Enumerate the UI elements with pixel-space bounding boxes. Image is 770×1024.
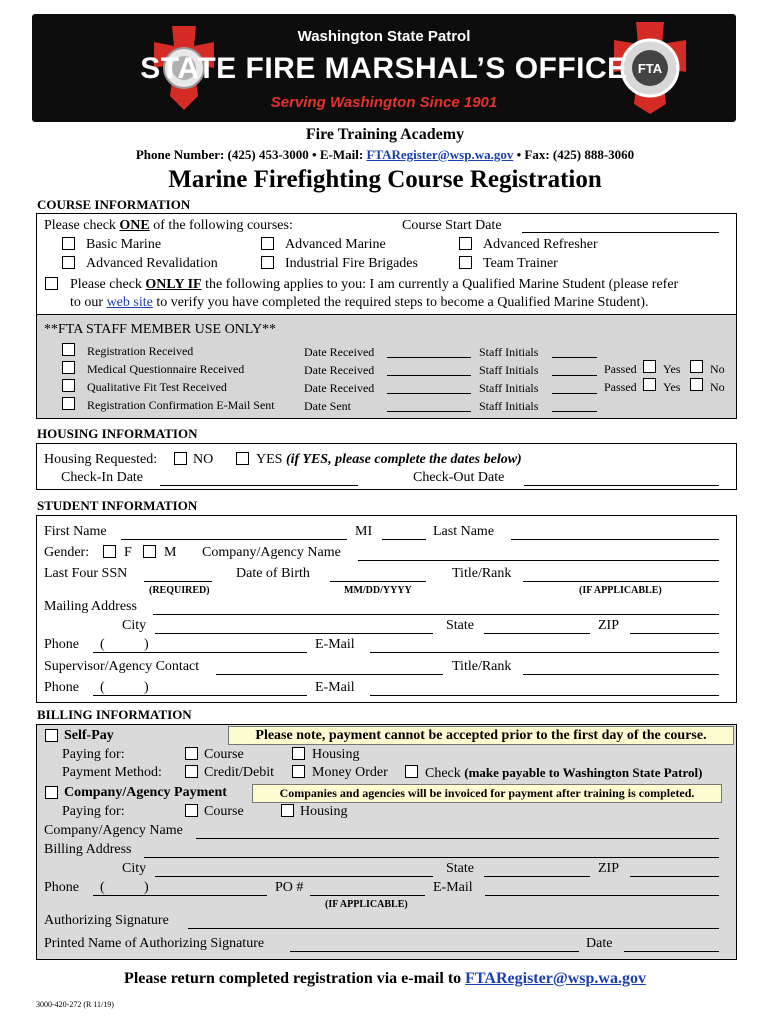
housing-no-checkbox[interactable] [174, 452, 187, 465]
company-name-field[interactable] [358, 560, 719, 561]
first-name-label: First Name [44, 524, 107, 539]
billing-city-field[interactable] [155, 876, 433, 877]
date-received-field-2[interactable] [387, 375, 471, 376]
basic-marine-label: Basic Marine [86, 237, 162, 252]
confirmation-email-label: Registration Confirmation E-Mail Sent [87, 398, 275, 412]
ssn-required-note: (REQUIRED) [149, 585, 210, 596]
date-received-label-1: Date Received [304, 345, 375, 359]
zip-label: ZIP [598, 618, 619, 633]
confirmation-email-checkbox[interactable] [62, 397, 75, 410]
billing-email-label: E-Mail [433, 880, 473, 895]
supervisor-email-field[interactable] [370, 695, 719, 696]
staff-initials-field-1[interactable] [552, 357, 597, 358]
fta-badge-text: FTA [637, 61, 663, 76]
tagline: Serving Washington Since 1901 [270, 94, 498, 111]
supervisor-phone-field[interactable] [93, 695, 307, 696]
payment-method-label: Payment Method: [62, 765, 162, 780]
email-field[interactable] [370, 652, 719, 653]
billing-email-field[interactable] [485, 895, 719, 896]
printed-name-field[interactable] [290, 951, 579, 952]
return-instructions: Please return completed registration via e-mail to FTARegister@wsp.wa.gov [124, 970, 646, 987]
basic-marine-checkbox[interactable] [62, 237, 75, 250]
company-course-checkbox[interactable] [185, 804, 198, 817]
phone-field[interactable] [93, 652, 307, 653]
fit-test-label: Qualitative Fit Test Received [87, 380, 227, 394]
po-field[interactable] [310, 895, 425, 896]
dob-format-note: MM/DD/YYYY [344, 585, 412, 596]
check-out-label: Check-Out Date [413, 470, 505, 485]
housing-requested-label: Housing Requested: [44, 452, 158, 467]
po-applicable-note: (IF APPLICABLE) [325, 899, 408, 910]
qualified-marine-text: Please check ONLY IF the following applies to you: I am currently a Qualified Marine Student (please refer [70, 277, 679, 292]
housing-yes-checkbox[interactable] [236, 452, 249, 465]
form-number: 3000-420-272 (R 11/19) [36, 1000, 114, 1009]
email-label: E-Mail [315, 637, 355, 652]
staff-initials-field-3[interactable] [552, 393, 597, 394]
office-name: STATE FIRE MARSHAL’S OFFICE [140, 52, 628, 85]
company-payment-label: Company/Agency Payment [64, 785, 227, 800]
company-payment-checkbox[interactable] [45, 786, 58, 799]
billing-phone-label: Phone [44, 880, 79, 895]
course-instructions: Please check ONE of the following courses: [44, 218, 293, 233]
passed-yes-label-1: Yes [663, 362, 681, 376]
page-title: Marine Firefighting Course Registration [168, 166, 602, 193]
company-name-label: Company/Agency Name [202, 545, 341, 560]
billing-city-label: City [122, 861, 147, 876]
supervisor-title-label: Title/Rank [452, 659, 512, 674]
printed-name-label: Printed Name of Authorizing Signature [44, 936, 265, 951]
phone-area-close: ) [144, 637, 149, 652]
date-sent-field[interactable] [387, 411, 471, 412]
billing-zip-field[interactable] [630, 876, 719, 877]
course-section-heading: COURSE INFORMATION [37, 197, 191, 212]
authorizing-signature-label: Authorizing Signature [44, 913, 169, 928]
gender-label: Gender: [44, 545, 90, 560]
academy-name: Fire Training Academy [305, 126, 465, 143]
passed-no-checkbox-2[interactable] [690, 378, 703, 391]
team-trainer-label: Team Trainer [483, 256, 558, 271]
housing-no-label: NO [193, 452, 214, 467]
gender-f-label: F [124, 545, 132, 560]
billing-company-name-field[interactable] [196, 838, 719, 839]
check-out-field[interactable] [524, 485, 719, 486]
date-received-label-2: Date Received [304, 363, 375, 377]
title-rank-label: Title/Rank [452, 566, 512, 581]
mailing-address-field[interactable] [153, 614, 719, 615]
billing-phone-area-open: ( [100, 880, 105, 895]
fit-test-checkbox[interactable] [62, 379, 75, 392]
company-housing-label: Housing [300, 804, 348, 819]
supervisor-title-field[interactable] [523, 674, 719, 675]
qualified-marine-text-line2: to our web site to verify you have completed the required steps to become a Qualified Marine Student). [70, 295, 649, 310]
phone-label: Phone [44, 637, 79, 652]
header-banner [32, 14, 736, 122]
check-in-field[interactable] [160, 485, 358, 486]
billing-phone-field[interactable] [93, 895, 267, 896]
passed-no-label-1: No [710, 362, 725, 376]
date-sent-label: Date Sent [304, 399, 351, 413]
title-rank-field[interactable] [523, 581, 719, 582]
billing-address-label: Billing Address [44, 842, 132, 857]
billing-state-field[interactable] [484, 876, 590, 877]
self-pay-course-checkbox[interactable] [185, 747, 198, 760]
email-link[interactable]: FTARegister@wsp.wa.gov [366, 147, 514, 162]
payment-note: Please note, payment cannot be accepted prior to the first day of the course. [228, 726, 734, 745]
agency-name: Washington State Patrol [297, 28, 471, 45]
staff-initials-field-4[interactable] [552, 411, 597, 412]
housing-yes-label: YES (if YES, please complete the dates below) [256, 452, 522, 467]
course-start-date-label: Course Start Date [402, 218, 502, 233]
registration-received-checkbox[interactable] [62, 343, 75, 356]
housing-section-heading: HOUSING INFORMATION [37, 426, 198, 441]
self-pay-housing-label: Housing [312, 747, 360, 762]
staff-initials-label-1: Staff Initials [479, 345, 539, 359]
passed-yes-checkbox-1[interactable] [643, 360, 656, 373]
self-pay-housing-checkbox[interactable] [292, 747, 305, 760]
self-pay-checkbox[interactable] [45, 729, 58, 742]
mailing-address-label: Mailing Address [44, 599, 137, 614]
phone-area-open: ( [100, 637, 105, 652]
supervisor-phone-area-close: ) [144, 680, 149, 695]
paying-for-label: Paying for: [62, 747, 125, 762]
return-email-link[interactable]: FTARegister@wsp.wa.gov [465, 970, 646, 987]
authorizing-signature-field[interactable] [188, 928, 719, 929]
gender-m-label: M [164, 545, 177, 560]
mi-label: MI [355, 524, 373, 539]
first-name-field[interactable] [121, 539, 347, 540]
advanced-revalidation-checkbox[interactable] [62, 256, 75, 269]
staff-initials-label-4: Staff Initials [479, 399, 539, 413]
course-start-date-field[interactable] [522, 232, 719, 233]
supervisor-phone-label: Phone [44, 680, 79, 695]
last-name-field[interactable] [511, 539, 719, 540]
registration-received-label: Registration Received [87, 344, 194, 358]
passed-yes-label-2: Yes [663, 380, 681, 394]
company-housing-checkbox[interactable] [281, 804, 294, 817]
money-order-label: Money Order [312, 765, 388, 780]
staff-initials-field-2[interactable] [552, 375, 597, 376]
title-rank-applicable-note: (IF APPLICABLE) [579, 585, 662, 596]
advanced-revalidation-label: Advanced Revalidation [86, 256, 218, 271]
city-field[interactable] [155, 633, 433, 634]
advanced-refresher-label: Advanced Refresher [483, 237, 598, 252]
student-section-heading: STUDENT INFORMATION [37, 498, 198, 513]
advanced-marine-label: Advanced Marine [285, 237, 386, 252]
date-received-field-1[interactable] [387, 357, 471, 358]
check-payment-checkbox[interactable] [405, 765, 418, 778]
supervisor-email-label: E-Mail [315, 680, 355, 695]
passed-no-label-2: No [710, 380, 725, 394]
billing-zip-label: ZIP [598, 861, 619, 876]
state-label: State [446, 618, 474, 633]
check-payment-label: Check (make payable to Washington State Patrol) [425, 765, 703, 781]
ssn-label: Last Four SSN [44, 566, 128, 581]
passed-no-checkbox-1[interactable] [690, 360, 703, 373]
gender-m-checkbox[interactable] [143, 545, 156, 558]
dob-field[interactable] [330, 581, 426, 582]
company-course-label: Course [204, 804, 244, 819]
billing-state-label: State [446, 861, 474, 876]
dob-label: Date of Birth [236, 566, 310, 581]
advanced-refresher-checkbox[interactable] [459, 237, 472, 250]
po-label: PO # [275, 880, 304, 895]
date-received-label-3: Date Received [304, 381, 375, 395]
credit-debit-label: Credit/Debit [204, 765, 274, 780]
signature-date-field[interactable] [624, 951, 719, 952]
mi-field[interactable] [382, 539, 426, 540]
last-name-label: Last Name [433, 524, 495, 539]
staff-initials-label-3: Staff Initials [479, 381, 539, 395]
billing-section-heading: BILLING INFORMATION [37, 707, 192, 722]
self-pay-label: Self-Pay [64, 728, 114, 743]
billing-phone-area-close: ) [144, 880, 149, 895]
supervisor-phone-area-open: ( [100, 680, 105, 695]
website-link[interactable]: web site [106, 295, 153, 310]
company-paying-for-label: Paying for: [62, 804, 125, 819]
qualified-marine-checkbox[interactable] [45, 277, 58, 290]
check-in-label: Check-In Date [61, 470, 144, 485]
city-label: City [122, 618, 147, 633]
invoice-note: Companies and agencies will be invoiced for payment after training is completed. [252, 784, 722, 803]
credit-debit-checkbox[interactable] [185, 765, 198, 778]
ssn-field[interactable] [144, 581, 212, 582]
staff-initials-label-2: Staff Initials [479, 363, 539, 377]
medical-questionnaire-checkbox[interactable] [62, 361, 75, 374]
industrial-fire-brigades-label: Industrial Fire Brigades [285, 256, 418, 271]
self-pay-course-label: Course [204, 747, 244, 762]
supervisor-field[interactable] [216, 674, 443, 675]
advanced-marine-checkbox[interactable] [261, 237, 274, 250]
passed-label-2: Passed [604, 380, 637, 394]
date-received-field-3[interactable] [387, 393, 471, 394]
state-field[interactable] [484, 633, 590, 634]
billing-company-name-label: Company/Agency Name [44, 823, 183, 838]
billing-address-field[interactable] [144, 857, 719, 858]
signature-date-label: Date [586, 936, 613, 951]
team-trainer-checkbox[interactable] [459, 256, 472, 269]
money-order-checkbox[interactable] [292, 765, 305, 778]
contact-line: Phone Number: (425) 453-3000 • E-Mail: FTARegister@wsp.wa.gov • Fax: (425) 888-3060 [135, 147, 635, 162]
gender-f-checkbox[interactable] [103, 545, 116, 558]
staff-use-heading: **FTA STAFF MEMBER USE ONLY** [44, 322, 277, 337]
passed-yes-checkbox-2[interactable] [643, 378, 656, 391]
industrial-fire-brigades-checkbox[interactable] [261, 256, 274, 269]
medical-questionnaire-label: Medical Questionnaire Received [87, 362, 245, 376]
zip-field[interactable] [630, 633, 719, 634]
passed-label-1: Passed [604, 362, 637, 376]
supervisor-label: Supervisor/Agency Contact [44, 659, 200, 674]
